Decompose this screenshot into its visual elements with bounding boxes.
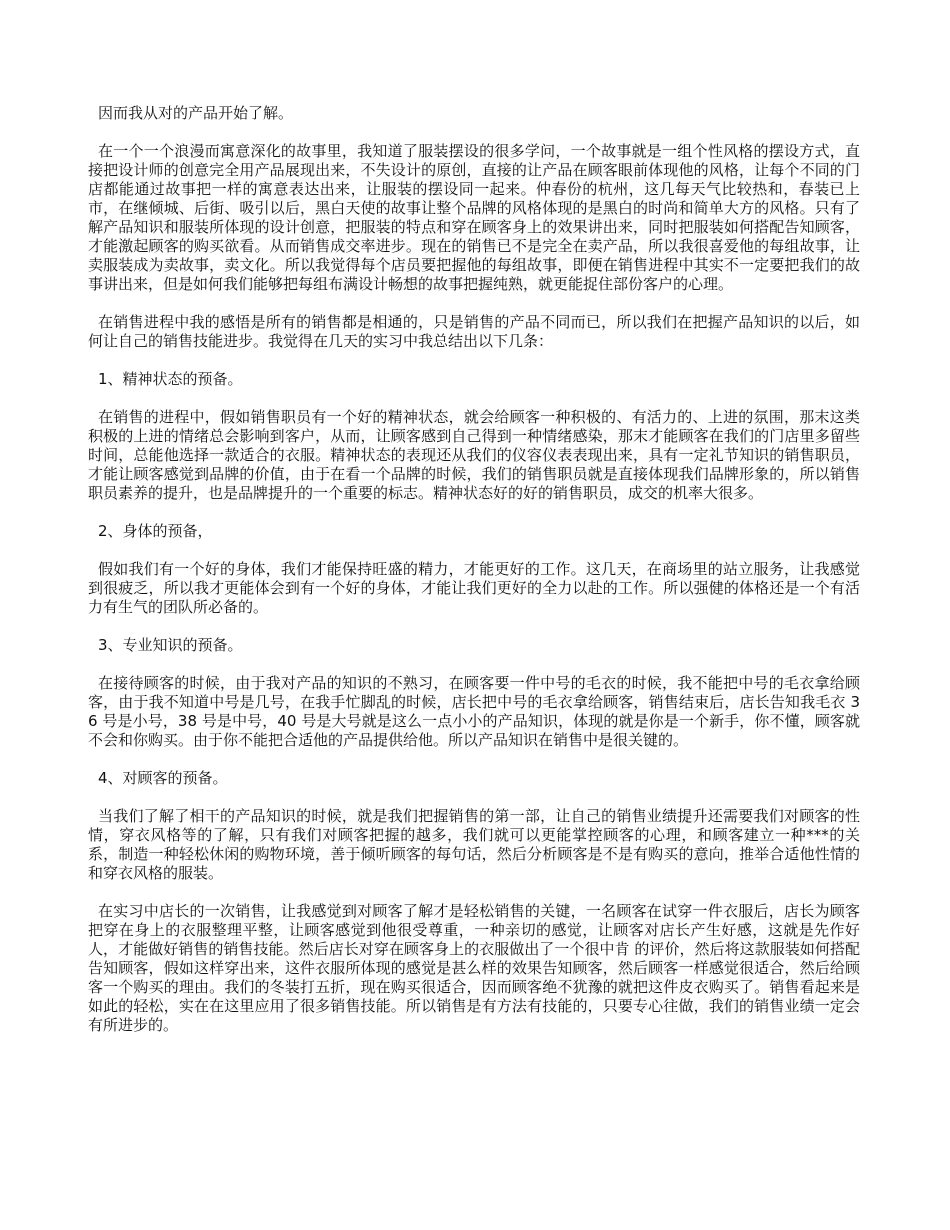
paragraph-sales-insight: 在销售进程中我的感悟是所有的销售都是相通的，只是销售的产品不同而已，所以我们在把握产品知识的以后，如何让自己的销售技能进步。我觉得在几天的实习中我总结出以下几条： <box>88 313 860 350</box>
paragraph-physical: 假如我们有一个好的身体，我们才能保持旺盛的精力，才能更好的工作。这几天，在商场里的站立服务，让我感觉到很疲乏，所以我才更能体会到有一个好的身体，才能让我们更好的全力以赴的工作。所以强健的体格还是一个有活力有生气的团队所必备的。 <box>88 560 860 616</box>
paragraph-story-display: 在一个一个浪漫而寓意深化的故事里，我知道了服装摆设的很多学问，一个故事就是一组个性风格的摆设方式，直接把设计师的创意完全用产品展现出来，不失设计的原创，直接的让产品在顾客眼前体现他的风格，让每个不同的门店都能通过故事把一样的寓意表达出来，让服装的摆设同一起来。仲春份的杭州，这几每天气比较热和，春装已上市，在继倾城、后街、吸引以后，黑白天使的故事让整个品牌的风格体现的是黑白的时尚和简单大方的风格。只有了解产品知识和服装所体现的设计创意，把服装的特点和穿在顾客身上的效果讲出来，同时把服装如何搭配告知顾客，才能激起顾客的购买欲看。从而销售成交率进步。现在的销售已不是完全在卖产品，所以我很喜爱他的每组故事，让卖服装成为卖故事，卖文化。所以我觉得每个店员要把握他的每组故事，即便在销售进程中其实不一定要把我们的故事讲出来，但是如何我们能够把每组布满设计畅想的故事把握纯熟，就更能捉住部份客户的心理。 <box>88 142 860 293</box>
paragraph-customer: 当我们了解了相干的产品知识的时候，就是我们把握销售的第一部，让自己的销售业绩提升还需要我们对顾客的性情，穿衣风格等的了解，只有我们对顾客把握的越多，我们就可以更能掌控顾客的心理，和顾客建立一种***的关系，制造一种轻松休闲的购物环境，善于倾听顾客的每句话，然后分析顾客是不是有购买的意向，推举合适他性情的和穿衣风格的服装。 <box>88 807 860 882</box>
paragraph-product-knowledge: 在接待顾客的时候，由于我对产品的知识的不熟习，在顾客要一件中号的毛衣的时候，我不能把中号的毛衣拿给顾客，由于我不知道中号是几号，在我手忙脚乱的时候，店长把中号的毛衣拿给顾客，销售结束后，店长告知我毛衣 36 号是小号，38 号是中号，40 号是大号就是这么一点小小的产品知识，体现的就是你是一个新手，你不懂，顾客就不会和你购买。由于你不能把合适他的产品提供给他。所以产品知识在销售中是很关键的。 <box>88 674 860 749</box>
heading-physical: 2、身体的预备， <box>98 522 213 540</box>
paragraph-intro: 因而我从对的产品开始了解。 <box>98 104 294 122</box>
heading-customer: 4、对顾客的预备。 <box>98 769 228 787</box>
heading-mental-state: 1、精神状态的预备。 <box>98 370 243 388</box>
heading-product-knowledge: 3、专业知识的预备。 <box>98 636 243 654</box>
paragraph-mental-state: 在销售的进程中，假如销售职员有一个好的精神状态，就会给顾客一种积极的、有活力的、上进的氛围，那末这类积极的上进的情绪总会影响到客户，从而，让顾客感到自己得到一种情绪感染，那末才能顾客在我们的门店里多留些时间，总能他选择一款适合的衣服。精神状态的表现还从我们的仪容仪表表现出来，具有一定礼节知识的销售职员，才能让顾客感觉到品牌的价值，由于在看一个品牌的时候，我们的销售职员就是直接体现我们品牌形象的，所以销售职员素养的提升，也是品牌提升的一个重要的标志。精神状态好的好的销售职员，成交的机率大很多。 <box>88 408 860 502</box>
paragraph-manager-example: 在实习中店长的一次销售，让我感觉到对顾客了解才是轻松销售的关键，一名顾客在试穿一件衣服后，店长为顾客把穿在身上的衣服整理平整，让顾客感觉到他很受尊重，一种亲切的感觉，让顾客对店长产生好感，这就是先作好人，才能做好销售的销售技能。然后店长对穿在顾客身上的衣服做出了一个很中肯 的评价，然后将这款服装如何搭配告知顾客，假如这样穿出来，这件衣服所体现的感觉是甚么样的效果告知顾客，然后顾客一样感觉很适合，然后给顾客一个购买的理由。我们的冬装打五折，现在购买很适合，因而顾客绝不犹豫的就把这件皮衣购买了。销售看起来是如此的轻松，实在在这里应用了很多销售技能。所以销售是有方法有技能的，只要专心往做，我们的销售业绩一定会有所进步的。 <box>88 902 860 1034</box>
